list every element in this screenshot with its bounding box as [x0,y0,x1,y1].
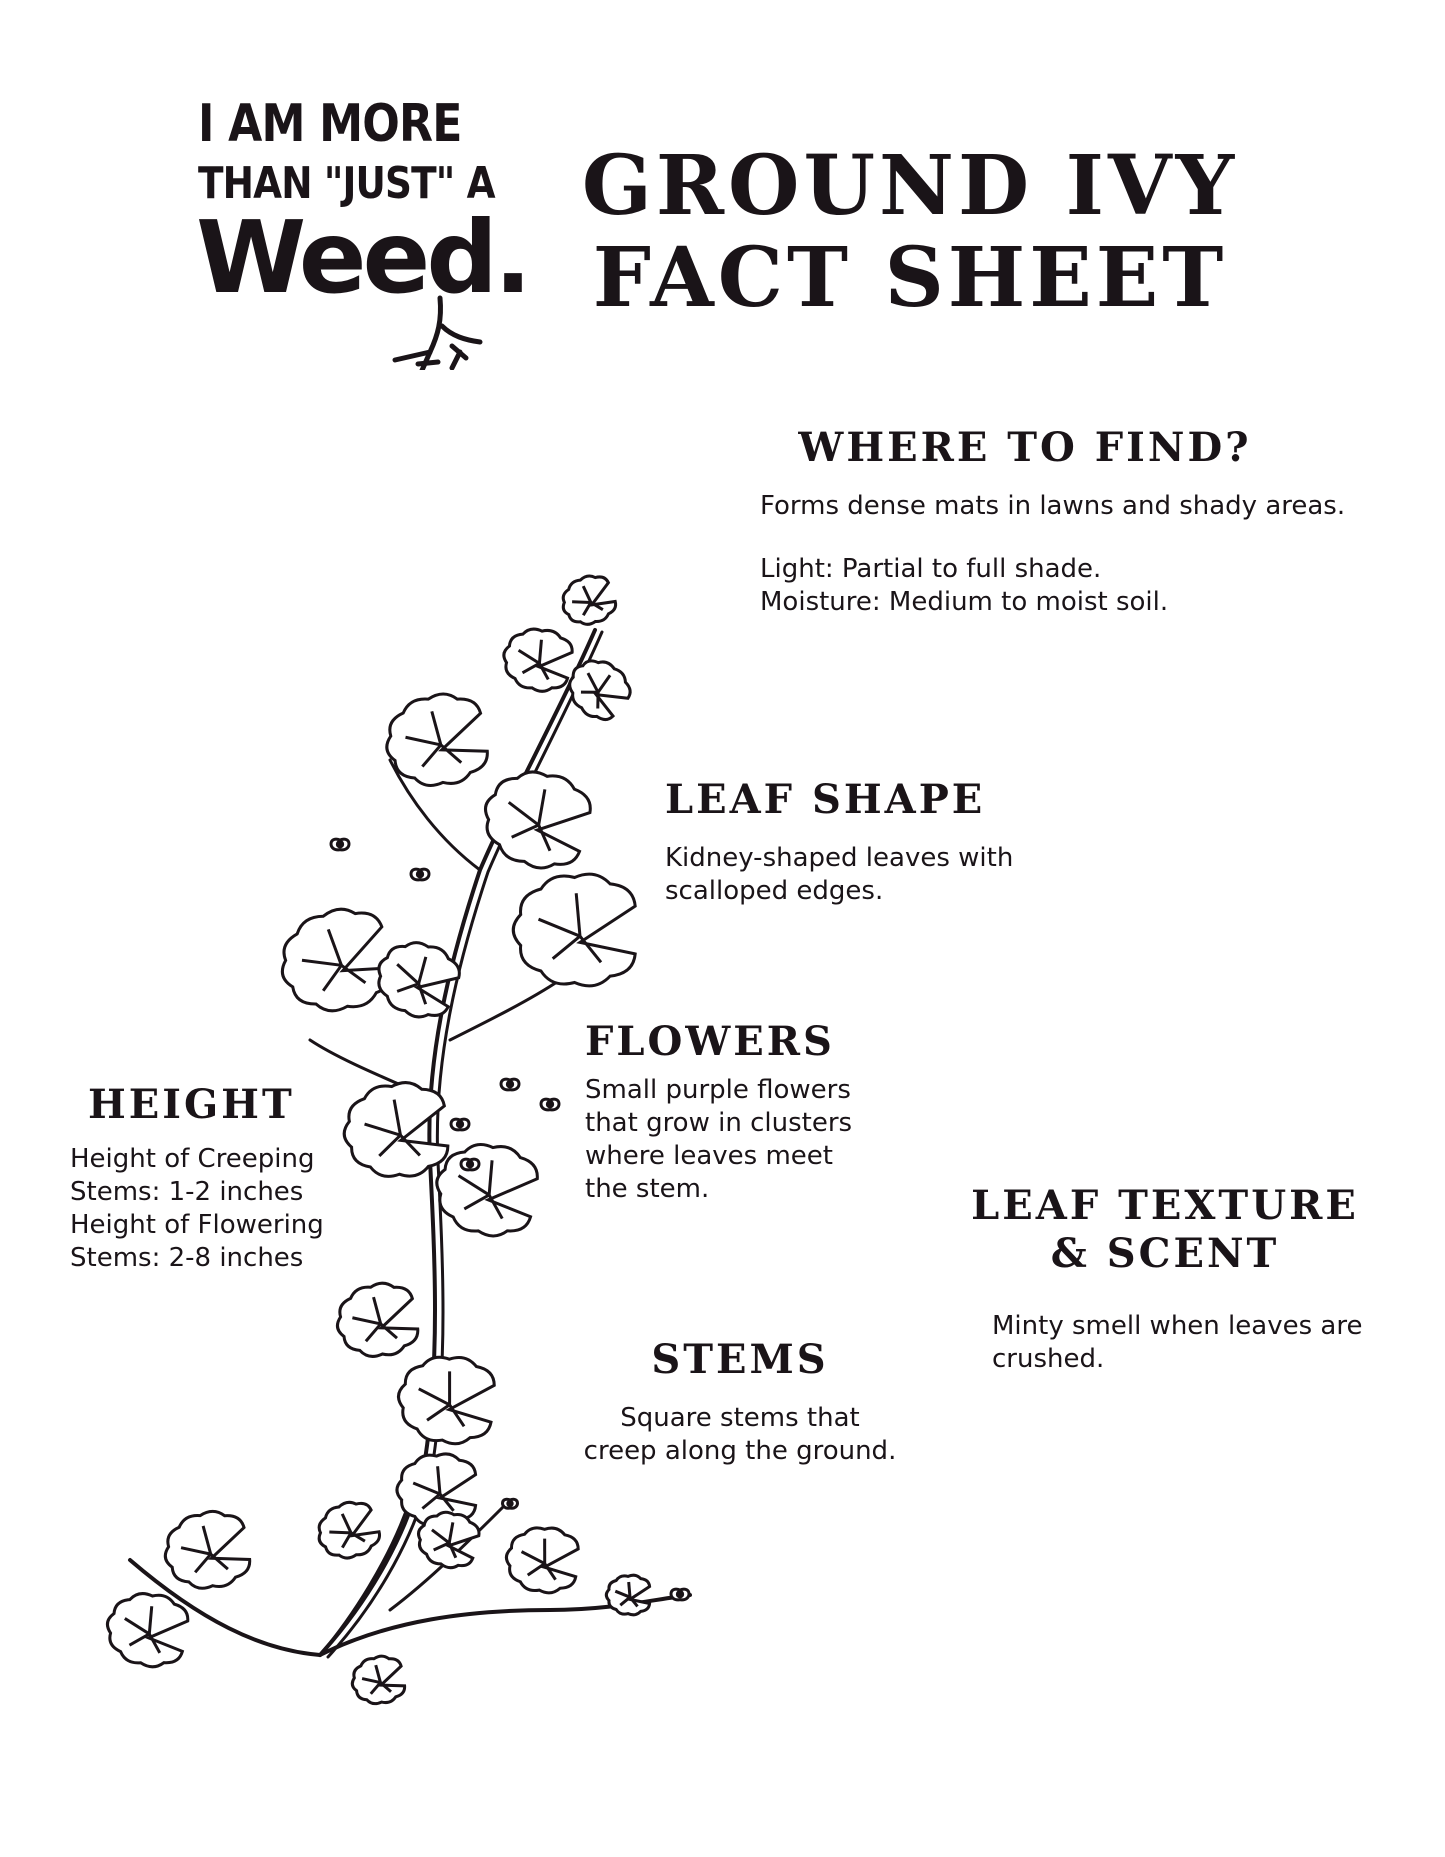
leaf-outline [499,623,575,695]
leaf-outline [340,1079,450,1181]
leaf-outline [558,649,638,728]
flowers-heading: FLOWERS [585,1018,835,1065]
flowers-line: where leaves meet [585,1141,833,1171]
leaf-icon [513,874,635,986]
texture-heading-line-2: & SCENT [1050,1230,1280,1277]
texture-heading-line-1: LEAF TEXTURE [971,1182,1359,1229]
height-line: Stems: 1-2 inches [70,1177,304,1207]
height-line: Height of Flowering [70,1210,324,1240]
stems-line: creep along the ground. [583,1436,897,1466]
flower-icon [671,1589,689,1600]
flower-icon [461,1159,479,1170]
leaf-outline [504,1524,580,1595]
leaf-icon [606,1575,649,1615]
height-line: Stems: 2-8 inches [70,1243,304,1273]
logo-line-2: THAN "JUST" A [198,158,495,209]
flowers-line: Small purple flowers [585,1075,851,1105]
leaf-outline [395,1352,497,1446]
leaf-texture-section [950,1182,1380,1376]
title-line-2: FACT SHEET [592,230,1228,326]
leaf-icon [331,1278,421,1363]
leaf-outline [331,1278,421,1363]
flower-icon [541,1099,559,1110]
where-conditions [760,553,1360,619]
title-line-1: GROUND IVY [581,138,1239,234]
leaf-icon [558,649,638,728]
leaf-icon [504,1524,580,1595]
roots-icon [190,90,510,370]
leaf-shape-line: scalloped edges. [665,876,884,906]
stems-heading: STEMS [651,1336,829,1383]
moisture-condition: Moisture: Medium to moist soil. [760,587,1169,617]
texture-line: Minty smell when leaves are [992,1311,1363,1341]
height-line: Height of Creeping [70,1144,315,1174]
light-condition: Light: Partial to full shade. [760,554,1102,584]
leaf-icon [556,570,620,631]
texture-line: crushed. [992,1344,1105,1374]
leaf-shape-line: Kidney-shaped leaves with [665,843,1014,873]
texture-heading [950,1182,1380,1278]
leaf-outline [310,1495,384,1566]
leaf-vein [629,1582,630,1597]
ground-ivy-plant-icon [90,540,730,1710]
leaf-icon [340,1079,450,1181]
flower-icon [503,1499,518,1508]
leaf-icon [159,1506,253,1595]
weed-logo [190,90,528,370]
leaf-icon [348,1653,407,1708]
flower-icon [501,1079,519,1090]
leaf-outline [379,688,492,794]
texture-text [992,1310,1380,1376]
flowers-line: the stem. [585,1174,710,1204]
leaf-outline [513,874,635,986]
stems-line: Square stems that [620,1403,860,1433]
flower-icon [331,839,349,850]
leaf-shape-heading: LEAF SHAPE [665,776,986,823]
leaf-icon [395,1352,497,1446]
leaf-outline [556,570,620,631]
flowers-line: that grow in clusters [585,1108,853,1138]
logo-word: Weed. [196,199,528,316]
height-heading: HEIGHT [88,1081,295,1128]
where-to-find-section [760,424,1360,619]
leaf-outline [348,1653,407,1708]
where-description: Forms dense mats in lawns and shady areas. [760,491,1346,521]
leaf-icon [379,688,492,794]
plant-drawing [90,540,730,1710]
logo-line-1: I AM MORE [198,94,462,154]
leaf-icon [310,1495,384,1566]
leaf-icon [499,623,575,695]
flower-icon [451,1119,469,1130]
leaf-outline [159,1506,253,1595]
where-heading: WHERE TO FIND? [798,424,1252,471]
page-title [560,140,1260,324]
flower-icon [411,869,429,880]
